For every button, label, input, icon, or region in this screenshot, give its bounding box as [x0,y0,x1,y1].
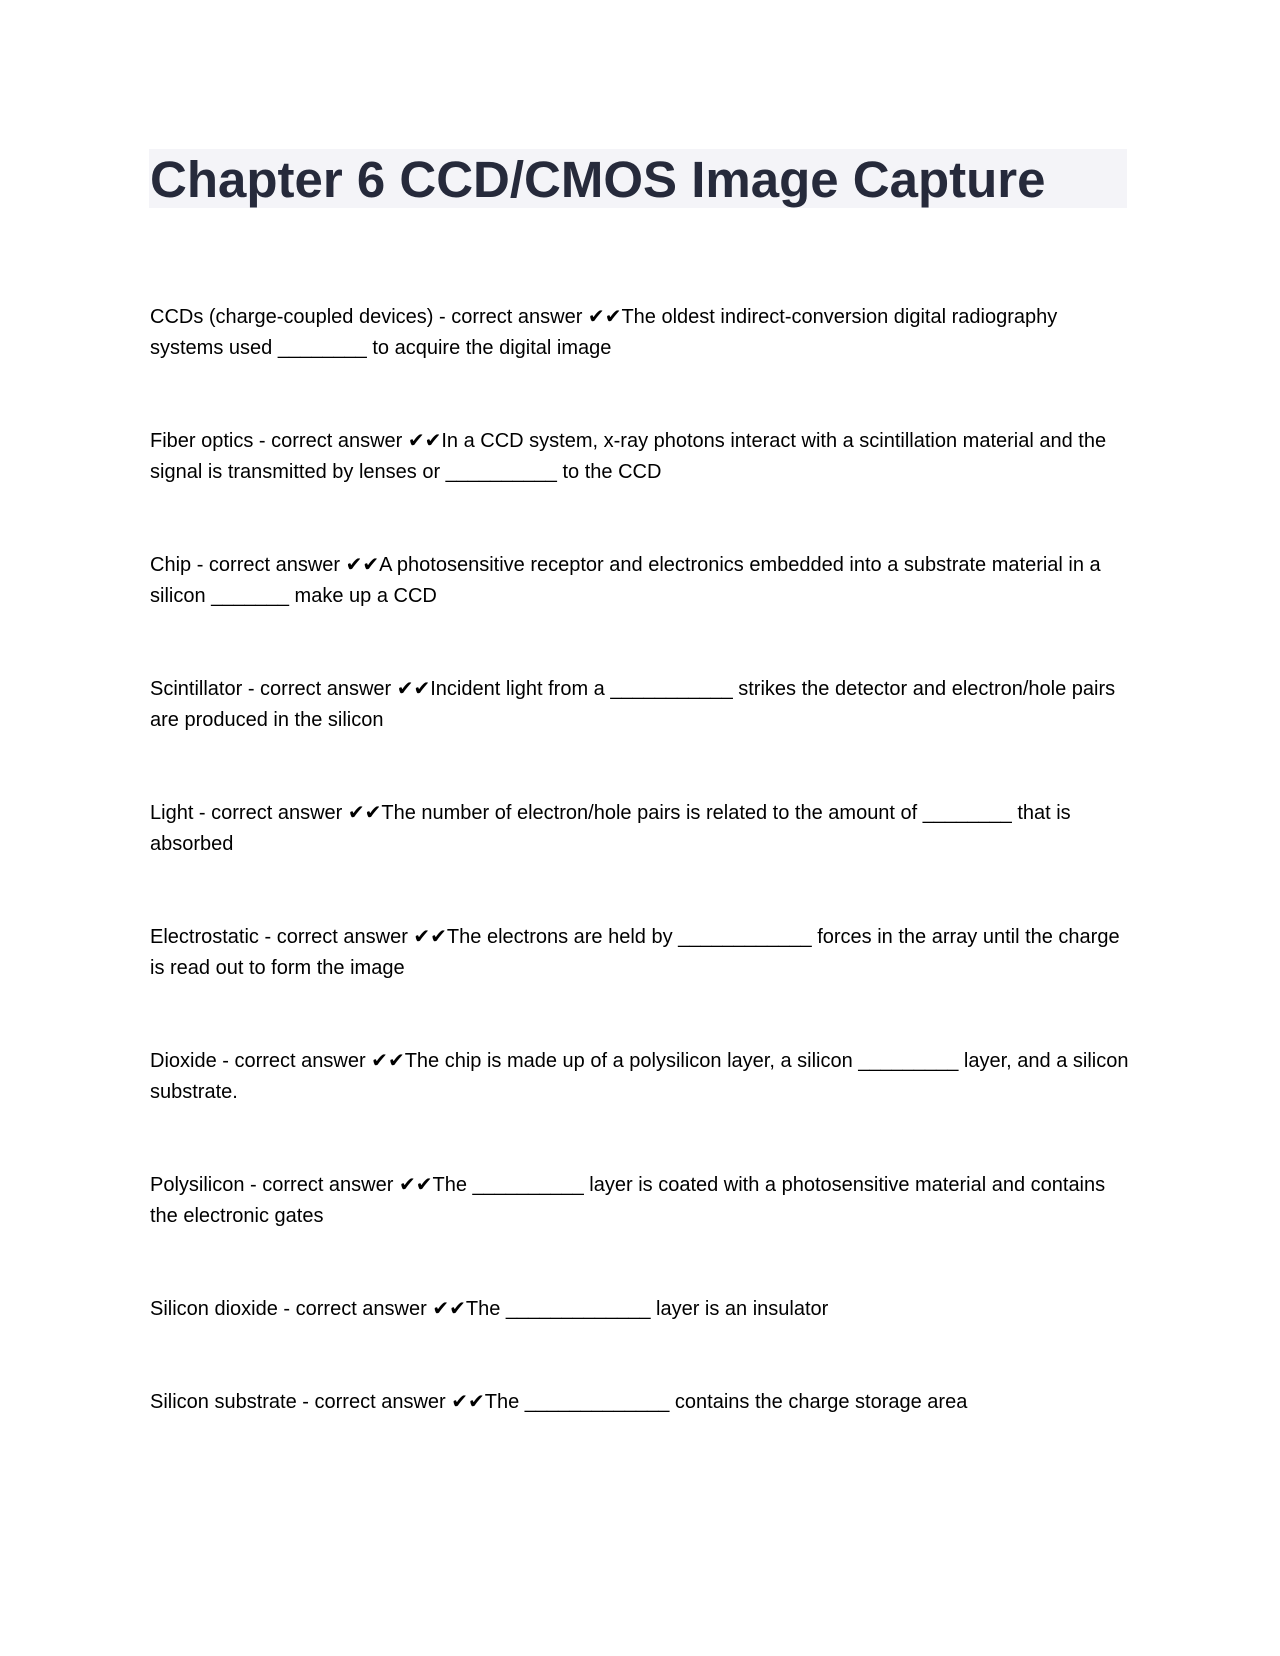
flashcard-entry: Fiber optics - correct answer ✔✔In a CCD system, x-ray photons interact with a scintillation material and the signal is transmitted by lenses or __________ to the CCD [150,430,1107,483]
flashcard-entry: CCDs (charge-coupled devices) - correct answer ✔✔The oldest indirect-conversion digital radiography systems used ________ to acquire the digital image [150,306,1058,359]
flashcard-entry: Light - correct answer ✔✔The number of electron/hole pairs is related to the amount of ________ that is absorbed [150,802,1071,855]
flashcard-entry: Electrostatic - correct answer ✔✔The electrons are held by ____________ forces in the array until the charge is read out to form the image [150,926,1120,979]
flashcard-list [150,302,1130,1480]
flashcard-entry: Silicon dioxide - correct answer ✔✔The _____________ layer is an insulator [150,1298,829,1320]
flashcard-entry: Polysilicon - correct answer ✔✔The __________ layer is coated with a photosensitive material and contains the electronic gates [150,1174,1106,1227]
flashcard-entry: Scintillator - correct answer ✔✔Incident light from a ___________ strikes the detector and electron/hole pairs are produced in the silicon [150,678,1116,731]
flashcard-entry: Silicon substrate - correct answer ✔✔The _____________ contains the charge storage area [150,1391,968,1413]
flashcard-entry: Dioxide - correct answer ✔✔The chip is made up of a polysilicon layer, a silicon _________ layer, and a silicon substrate. [150,1050,1129,1103]
flashcard-entry: Chip - correct answer ✔✔A photosensitive receptor and electronics embedded into a substrate material in a silicon _______ make up a CCD [150,554,1101,607]
page-title: Chapter 6 CCD/CMOS Image Capture [150,151,1046,208]
